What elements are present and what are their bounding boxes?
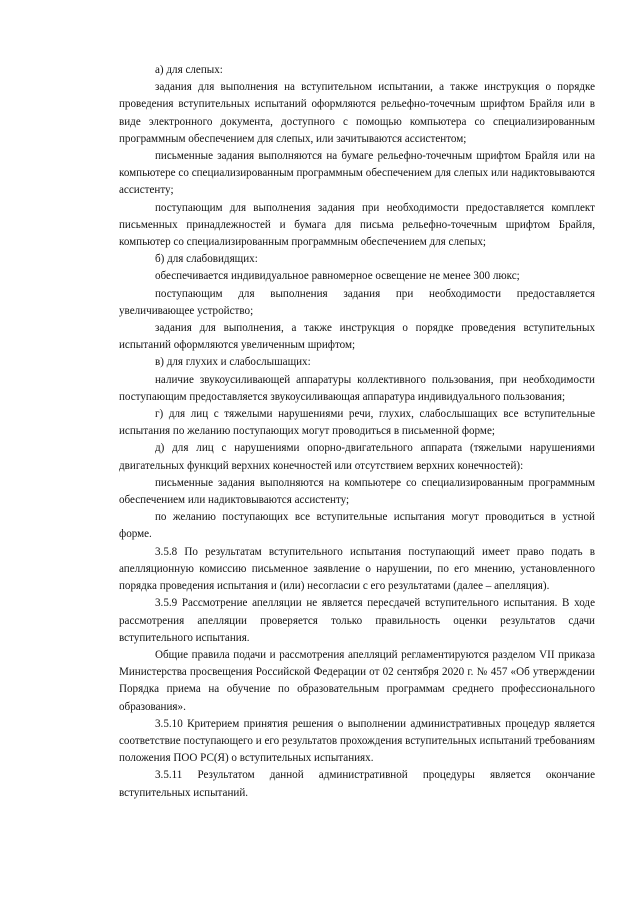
paragraph-blind-tasks: задания для выполнения на вступительном испытании, а также инструкция о порядке проведения вступительных испытаний оформляются рельефно-точечным шрифтом Брайля или в виде электронного документа, доступного с помощью компьютера со специализированным программным обеспечением для слепых, или зачитываются ассистентом; [119,81,595,145]
paragraph-deaf-heading: в) для глухих и слабослышащих: [155,356,311,369]
paragraph-blind-supplies: поступающим для выполнения задания при необходимости предоставляется комплект письменных принадлежностей и бумага для письма рельефно-точечным шрифтом Брайля, компьютер со специализированным программным обеспечением для слепых; [119,201,595,249]
paragraph-blind-heading: а) для слепых: [155,64,223,76]
paragraph-deaf-equipment: наличие звукоусиливающей аппаратуры коллективного пользования, при необходимости поступающим предоставляется звукоусиливающая аппаратура индивидуального пользования; [119,373,595,403]
paragraph-appeal-rules: Общие правила подачи и рассмотрения апелляций регламентируются разделом VII приказа Министерства просвещения Российской Федерации от 02 сентября 2020 г. № 457 «Об утверждении Порядка приема на обучение по образовательным программам среднего профессионального образования». [119,648,595,713]
paragraph-speech-impairment: г) для лиц с тяжелыми нарушениями речи, глухих, слабослышащих все вступительные испытания по желанию поступающих могут проводиться в письменной форме; [119,408,595,438]
paragraph-blind-written: письменные задания выполняются на бумаге рельефно-точечным шрифтом Брайля или на компьютере со специализированным программным обеспечением для слепых или надиктовываются ассистенту; [119,150,595,197]
paragraph-3-5-11-result: 3.5.11 Результатом данной административной процедуры является окончание вступительных испытаний. [119,769,595,799]
paragraph-3-5-10-criterion: 3.5.10 Критерием принятия решения о выполнении административных процедур является соответствие поступающего и его результатов прохождения вступительных испытаний требованиям положения ПОО РС(Я) о вступительных испытаниях. [119,717,595,765]
paragraph-musculoskeletal-heading: д) для лиц с нарушениями опорно-двигательного аппарата (тяжелыми нарушениями двигательных функций верхних конечностей или отсутствием верхних конечностей): [119,442,595,472]
paragraph-3-5-9-appeal-review: 3.5.9 Рассмотрение апелляции не является пересдачей вступительного испытания. В ходе рассмотрения апелляции проверяется только правильность оценки результатов сдачи вступительного испытания. [119,597,595,644]
paragraph-low-vision-heading: б) для слабовидящих: [155,253,258,266]
paragraph-3-5-8-appeal-right: 3.5.8 По результатам вступительного испытания поступающий имеет право подать в апелляционную комиссию письменное заявление о нарушении, по его мнению, установленного порядка проведения испытания и (или) несогласии с его результатами (далее – апелляция). [119,545,595,593]
document-body [119,62,595,802]
paragraph-musculoskeletal-oral: по желанию поступающих все вступительные испытания могут проводиться в устной форме. [119,511,595,541]
paragraph-low-vision-magnifier: поступающим для выполнения задания при необходимости предоставляется увеличивающее устройство; [119,287,595,317]
paragraph-musculoskeletal-computer: письменные задания выполняются на компьютере со специализированным программным обеспечением или надиктовываются ассистенту; [119,476,595,507]
paragraph-low-vision-large-font: задания для выполнения, а также инструкция о порядке проведения вступительных испытаний оформляются увеличенным шрифтом; [119,322,595,352]
paragraph-low-vision-lighting: обеспечивается индивидуальное равномерное освещение не менее 300 люкс; [155,270,520,283]
